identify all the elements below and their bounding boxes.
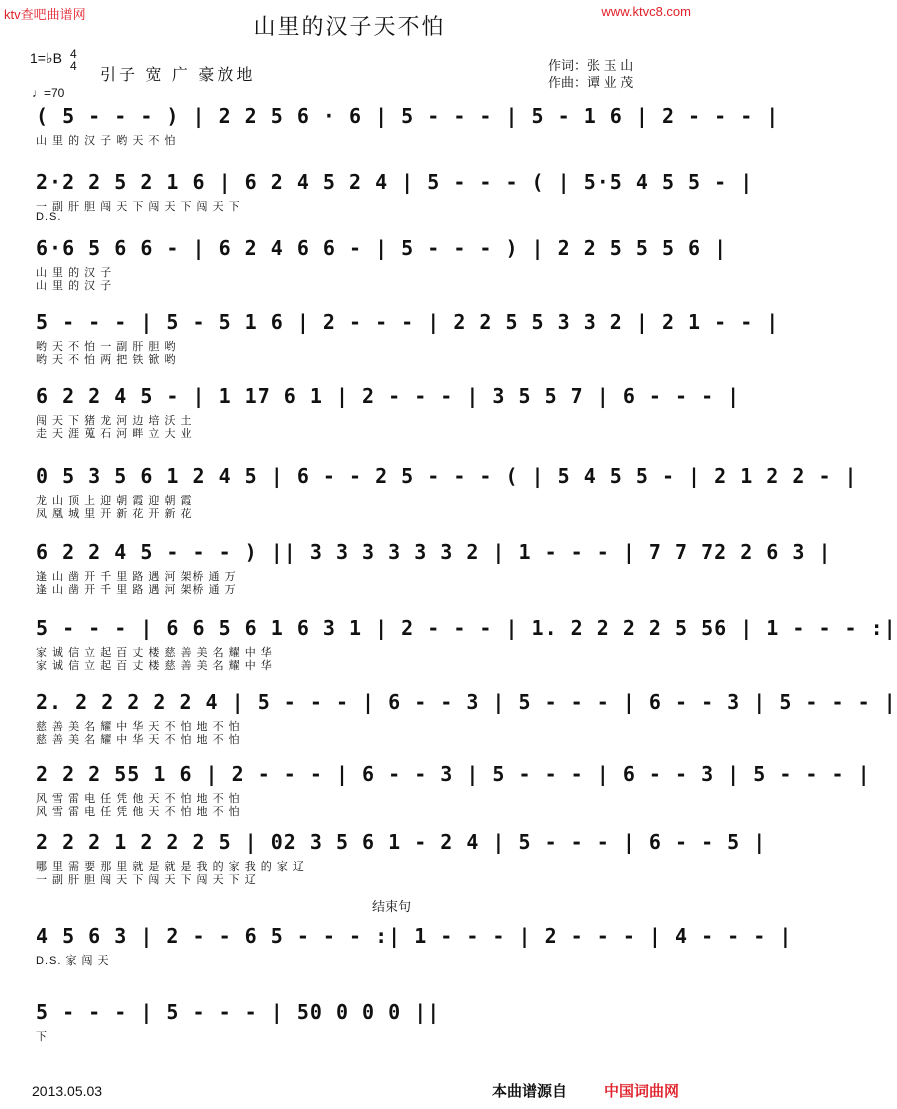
lyric-line-2: 家 诚 信 立 起 百 丈 楼 慈 善 美 名 耀 中 华 (36, 660, 273, 672)
tempo-marking: ♩=70 (32, 86, 65, 100)
notes: 2 2 2 1 2 2 2 5 | 02 3 5 6 1 - 2 4 | 5 - - - | 6 - - 5 | (36, 830, 767, 854)
notes: 5 - - - | 6 6 5 6 1 6 3 1 | 2 - - - | 1. 2 2 2 2 5 56 | 1 - - - :| (36, 616, 897, 640)
notes: 2. 2 2 2 2 2 4 | 5 - - - | 6 - - 3 | 5 - - - | 6 - - 3 | 5 - - - | (36, 690, 897, 714)
notes: 5 - - - | 5 - 5 1 6 | 2 - - - | 2 2 5 5 3 3 2 | 2 1 - - | (36, 310, 780, 334)
score-row-4 (0, 310, 780, 394)
notes: 6 2 2 4 5 - - - ) || 3 3 3 3 3 3 2 | 1 - - - | 7 7 72 2 6 3 | (36, 540, 832, 564)
notes: 5 - - - | 5 - - - | 50 0 0 0 || (36, 1000, 441, 1024)
score-row-7 (0, 540, 832, 624)
song-title: 山里的汉子天不怕 (253, 15, 446, 40)
lyric-line-2: 慈 善 美 名 耀 中 华 天 不 怕 地 不 怕 (36, 734, 241, 746)
lyricist-credit: 作词：张 玉 山 (548, 58, 634, 73)
lyric-line-1: 闯 天 下 猪 龙 河 边 培 沃 土 (36, 415, 193, 427)
notes: ( 5 - - - ) | 2 2 5 6 · 6 | 5 - - - | 5 - 1 6 | 2 - - - | (36, 104, 780, 128)
notes: 6·6 5 6 6 - | 6 2 4 6 6 - | 5 - - - ) | 2 2 5 5 5 6 | (36, 236, 728, 260)
watermark-right: www.ktvc8.com (601, 4, 691, 19)
lyric-line-1: 龙 山 顶 上 迎 朝 霞 迎 朝 霞 (36, 495, 193, 507)
lyric-line-1: 哟 天 不 怕 一 副 肝 胆 哟 (36, 341, 177, 353)
notes: 0 5 3 5 6 1 2 4 5 | 6 - - 2 5 - - - ( | 5 4 5 5 - | 2 1 2 2 - | (36, 464, 858, 488)
footer-date: 2013.05.03 (32, 1083, 103, 1099)
lyric-line-2: 凤 凰 城 里 开 新 花 开 新 花 (36, 508, 193, 520)
time-signature-bottom: 4 (70, 59, 77, 73)
lyric-line-2: 一 副 肝 胆 闯 天 下 闯 天 下 闯 天 下 辽 (36, 874, 257, 886)
score-row-5 (0, 384, 741, 468)
lyric-line-1: 哪 里 需 要 那 里 就 是 就 是 我 的 家 我 的 家 辽 (36, 861, 305, 873)
lyric-line-1: 慈 善 美 名 耀 中 华 天 不 怕 地 不 怕 (36, 721, 241, 733)
lyric-line-2: D.S. (36, 211, 62, 223)
composer-credit: 作曲：谭 业 茂 (548, 75, 634, 90)
score-row-13 (0, 1000, 699, 1084)
end-section-label: 结束句 (372, 899, 412, 914)
key-signature: 1=♭B (30, 50, 62, 66)
lyric-line-1: 一 副 肝 胆 闯 天 下 闯 天 下 闯 天 下 (36, 201, 241, 213)
lyric-line-1: 山 里 的 汉 子 哟 天 不 怕 (36, 135, 177, 147)
score-row-8 (0, 616, 897, 700)
watermark-left: ktv查吧曲谱网 (4, 7, 86, 22)
performance-style: 引子 宽 广 豪放地 (100, 67, 256, 84)
source-site-link[interactable]: 中国词曲网 (604, 1083, 680, 1100)
time-signature-top: 4 (70, 47, 77, 61)
score-row-3 (0, 236, 728, 320)
lyric-line-1: 家 诚 信 立 起 百 丈 楼 慈 善 美 名 耀 中 华 (36, 647, 273, 659)
time-signature (70, 48, 77, 72)
notes: 2·2 2 5 2 1 6 | 6 2 4 5 2 4 | 5 - - - ( | 5·5 4 5 5 - | (36, 170, 754, 194)
lyric-line-2: 逢 山 凿 开 千 里 路 遇 河 架桥 通 万 (36, 584, 237, 596)
lyric-line-1: 风 雪 雷 电 任 凭 他 天 不 怕 地 不 怕 (36, 793, 241, 805)
score-row-12 (0, 924, 793, 1008)
source-label: 本曲谱源自 (492, 1083, 568, 1100)
score-row-6 (0, 464, 858, 548)
notes: 4 5 6 3 | 2 - - 6 5 - - - :| 1 - - - | 2 - - - | 4 - - - | (36, 924, 793, 948)
lyric-line-1: 逢 山 凿 开 千 里 路 遇 河 架桥 通 万 (36, 571, 237, 583)
lyric-line-2: 走 天 涯 蒐 石 河 畔 立 大 业 (36, 428, 193, 440)
lyric-line-2: 哟 天 不 怕 两 把 铁 锨 哟 (36, 354, 177, 366)
notes: 2 2 2 55 1 6 | 2 - - - | 6 - - 3 | 5 - - - | 6 - - 3 | 5 - - - | (36, 762, 871, 786)
lyric-line-2: 山 里 的 汉 子 (36, 280, 113, 292)
lyric-line-1: 山 里 的 汉 子 (36, 267, 113, 279)
score-row-11 (0, 830, 767, 914)
lyric-line-1: D.S. 家 闯 天 (36, 955, 110, 967)
lyric-line-2: 风 雪 雷 电 任 凭 他 天 不 怕 地 不 怕 (36, 806, 241, 818)
notes: 6 2 2 4 5 - | 1 17 6 1 | 2 - - - | 3 5 5 7 | 6 - - - | (36, 384, 741, 408)
lyric-line-1: 下 (36, 1031, 48, 1043)
